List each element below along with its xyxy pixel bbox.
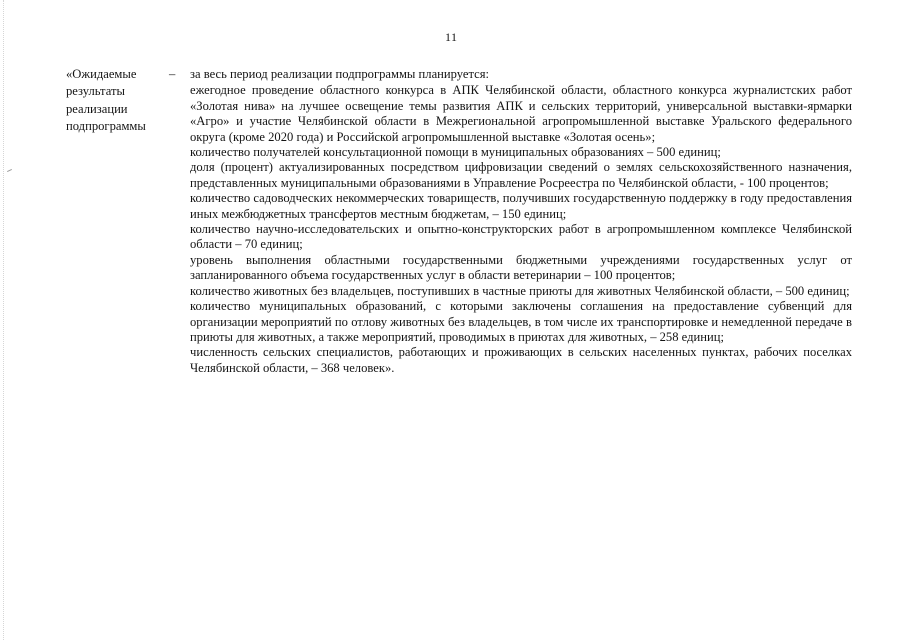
section-label-line: «Ожидаемые [66,67,137,81]
section-label-line: результаты [66,84,125,99]
list-item: доля (процент) актуализированных посредством цифровизации сведений о землях сельскохозяйственного назначения, представленных муниципальными образованиями в Управление Росреестра по Челябинской области, - 100 процентов; [190,160,852,190]
scan-mark [7,169,12,172]
page-number: 11 [445,30,458,44]
label-dash: – [169,67,176,81]
list-item: количество научно-исследовательских и опытно-конструкторских работ в агропромышленном комплексе Челябинской области – 70 единиц; [190,222,852,252]
scan-left-edge [3,0,4,640]
section-label-line: реализации [66,101,128,116]
list-item: численность сельских специалистов, работающих и проживающих в сельских населенных пунктах, рабочих поселках Челябинской области, – 368 человек». [190,345,852,375]
list-item: количество животных без владельцев, поступивших в частные приюты для животных Челябинской области, – 500 единиц; [190,283,850,298]
list-item: ежегодное проведение областного конкурса в АПК Челябинской области, областного конкурса журналистских работ «Золотая нива» на лучшее освещение темы развития АПК и сельских территорий, универсальной выставки-ярмарки «Агро» и участие Челябинской области в Межрегиональной агропромышленной выставке Уральского федерального округа (кроме 2020 года) и Российской агропромышленной выставке «Золотая осень»; [190,83,852,144]
section-label-line: подпрограммы [66,119,146,134]
list-item: количество получателей консультационной помощи в муниципальных образованиях – 500 единиц; [190,145,721,160]
list-item: количество садоводческих некоммерческих товариществ, получивших государственную поддержку в году предоставления иных межбюджетных трансфертов местным бюджетам, – 150 единиц; [190,191,852,221]
section-label [66,66,166,136]
list-item: уровень выполнения областными государственными бюджетными учреждениями государственных услуг от запланированного объема государственных услуг в области ветеринарии – 100 процентов; [190,252,852,283]
section-content [190,66,852,376]
list-item: количество муниципальных образований, с которыми заключены соглашения на предоставление субвенций для организации мероприятий по отлову животных без владельцев, в том числе их транспортировке и немедленной передаче в приюты для животных, а также мероприятий, проводимых в приютах для животных, – 258 единиц; [190,299,852,344]
intro-text: за весь период реализации подпрограммы планируется: [190,67,490,81]
